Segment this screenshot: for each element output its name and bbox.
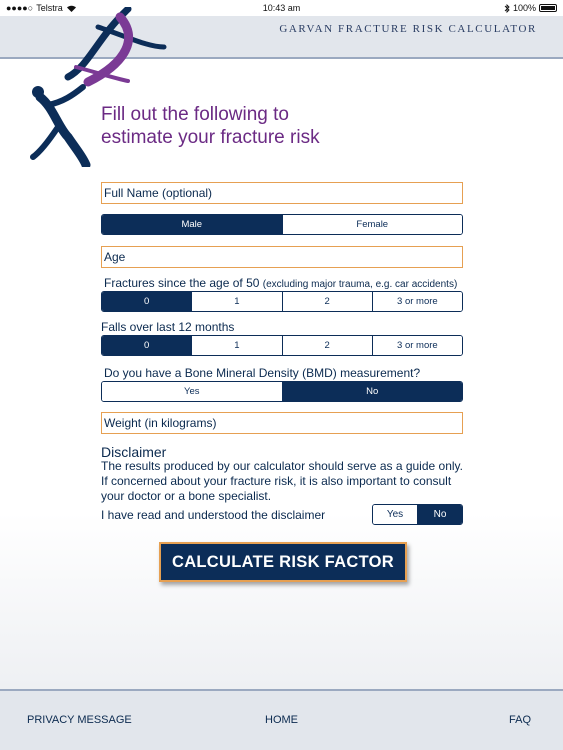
fractures-label (104, 276, 457, 290)
falls-label: Falls over last 12 months (101, 320, 235, 334)
disclaimer-text: The results produced by our calculator should serve as a guide only. If concerned about your fracture risk, it is also important to consult your doctor or a bone specialist. (101, 459, 463, 503)
page-title (101, 103, 320, 149)
falls-option-3-or-more[interactable]: 3 or more (372, 336, 462, 355)
status-time: 10:43 am (262, 3, 301, 13)
falls-option-1[interactable]: 1 (191, 336, 281, 355)
disclaimer-title: Disclaimer (101, 444, 167, 460)
fractures-option-0[interactable]: 0 (102, 292, 191, 311)
sex-option-male[interactable]: Male (102, 215, 282, 234)
page-title-line2: estimate your fracture risk (101, 127, 320, 148)
page-title-line1: Fill out the following to (101, 104, 289, 125)
bmd-option-no[interactable]: No (282, 382, 463, 401)
fractures-label-note: (excluding major trauma, e.g. car accidents) (262, 279, 458, 290)
fractures-selector[interactable] (101, 291, 463, 312)
footer-home-link[interactable]: HOME (265, 714, 298, 726)
disclaimer-ack-no[interactable]: No (417, 505, 462, 524)
battery-icon (539, 4, 557, 12)
full-name-input[interactable]: Full Name (optional) (101, 182, 463, 204)
app-title: GARVAN FRACTURE RISK CALCULATOR (279, 23, 537, 35)
sex-option-female[interactable]: Female (282, 215, 463, 234)
footer-faq-link[interactable]: FAQ (509, 714, 532, 726)
bmd-label: Do you have a Bone Mineral Density (BMD) measurement? (104, 366, 421, 380)
bmd-selector[interactable] (101, 381, 463, 402)
falls-option-0[interactable]: 0 (102, 336, 191, 355)
fractures-option-1[interactable]: 1 (191, 292, 281, 311)
status-right (504, 3, 557, 13)
age-input[interactable]: Age (101, 246, 463, 268)
fractures-option-2[interactable]: 2 (282, 292, 372, 311)
disclaimer-ack-selector[interactable] (372, 504, 463, 525)
footer-privacy-link[interactable]: PRIVACY MESSAGE (27, 714, 132, 726)
footer-bar (0, 689, 563, 750)
signal-dots-icon: ●●●●○ (6, 3, 34, 13)
fractures-label-text: Fractures since the age of 50 (104, 276, 260, 290)
battery-percent: 100% (512, 3, 536, 13)
sex-selector[interactable] (101, 214, 463, 235)
falls-option-2[interactable]: 2 (282, 336, 372, 355)
falls-selector[interactable] (101, 335, 463, 356)
fractures-option-3-or-more[interactable]: 3 or more (372, 292, 462, 311)
disclaimer-ack-yes[interactable]: Yes (373, 505, 417, 524)
bmd-option-yes[interactable]: Yes (102, 382, 282, 401)
bluetooth-icon (504, 4, 510, 13)
calculate-risk-button[interactable]: CALCULATE RISK FACTOR (159, 542, 407, 582)
weight-input[interactable]: Weight (in kilograms) (101, 412, 463, 434)
carrier-label: Telstra (36, 3, 63, 13)
disclaimer-ack-label: I have read and understood the disclaimer (101, 508, 326, 522)
